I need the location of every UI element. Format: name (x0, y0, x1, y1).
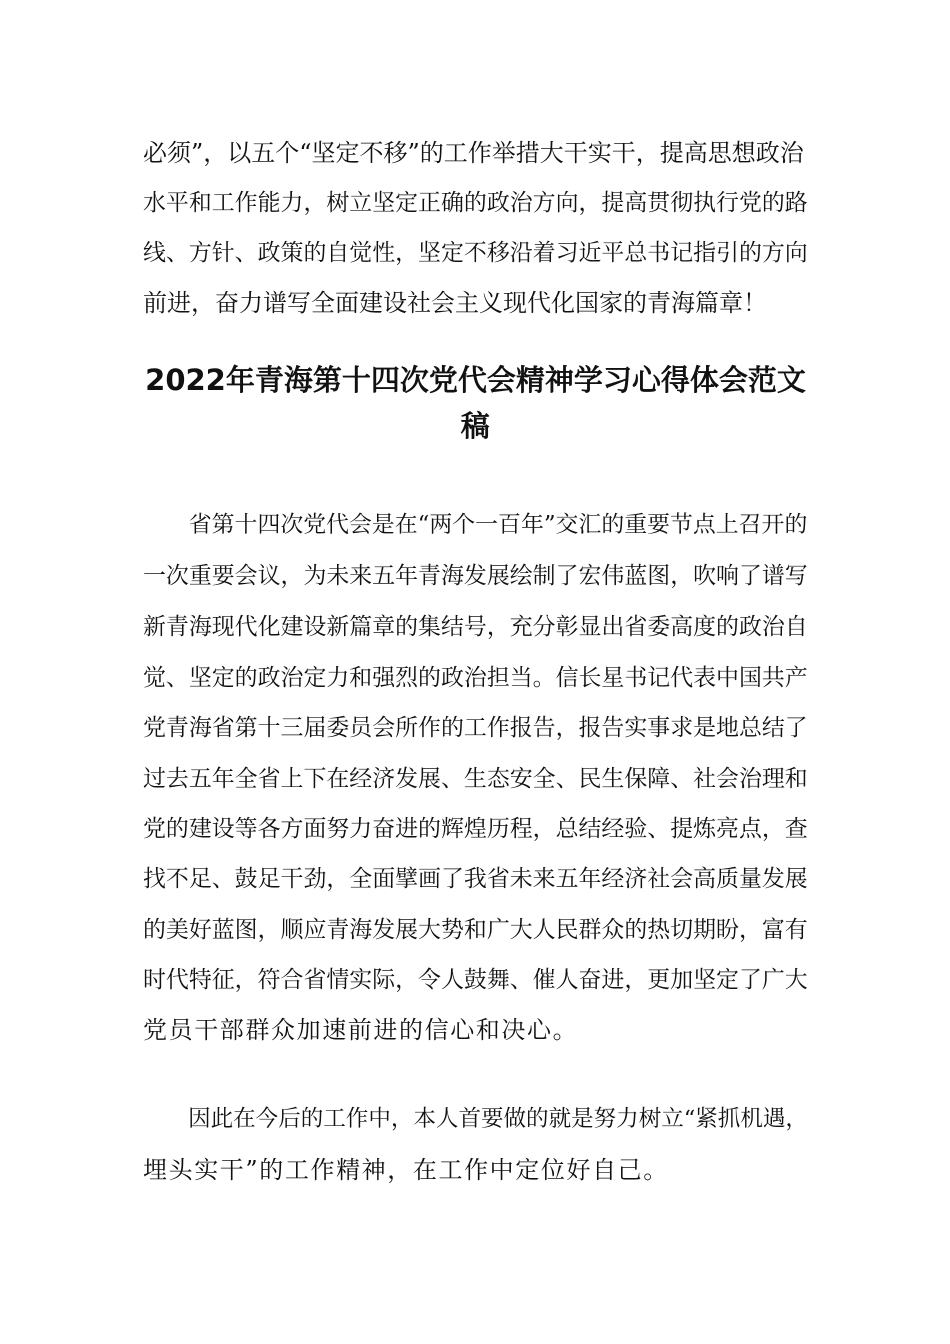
text-line: 埋头实干”的工作精神，在工作中定位好自己。 (143, 1156, 669, 1184)
text-line: 前进，奋力谱写全面建设社会主义现代化国家的青海篇章！ (143, 289, 767, 317)
text-line: 觉、坚定的政治定力和强烈的政治担当。信长星书记代表中国共产 (143, 665, 808, 691)
text-line: 党的建设等各方面努力奋进的辉煌历程，总结经验、提炼亮点，查 (143, 816, 808, 842)
text-line: 过去五年全省上下在经济发展、生态安全、民生保障、社会治理和 (143, 766, 808, 792)
text-line: 必须”，以五个“坚定不移”的工作举措大干实干，提高思想政治 (143, 139, 804, 167)
text-line: 水平和工作能力，树立坚定正确的政治方向，提高贯彻执行党的路 (143, 190, 808, 216)
text-line: 党员干部群众加速前进的信心和决心。 (143, 1016, 579, 1044)
text-line: 省第十四次党代会是在“两个一百年”交汇的重要节点上召开的 (143, 512, 808, 538)
text-line: 找不足、鼓足干劲，全面擘画了我省未来五年经济社会高质量发展 (143, 866, 808, 892)
text-line: 新青海现代化建设新篇章的集结号，充分彰显出省委高度的政治自 (143, 614, 808, 640)
text-line: 时代特征，符合省情实际，令人鼓舞、催人奋进，更加坚定了广大 (143, 967, 808, 993)
title-line: 稿 (460, 409, 491, 443)
text-line: 的美好蓝图，顺应青海发展大势和广大人民群众的热切期盼，富有 (143, 917, 808, 943)
text-line: 因此在今后的工作中，本人首要做的就是努力树立“紧抓机遇， (143, 1106, 808, 1132)
text-line: 党青海省第十三届委员会所作的工作报告，报告实事求是地总结了 (143, 715, 808, 741)
title-line: 2022年青海第十四次党代会精神学习心得体会范文 (145, 363, 806, 397)
text-line: 线、方针、政策的自觉性，坚定不移沿着习近平总书记指引的方向 (143, 240, 808, 266)
text-line: 一次重要会议，为未来五年青海发展绘制了宏伟蓝图，吹响了谱写 (143, 563, 808, 589)
